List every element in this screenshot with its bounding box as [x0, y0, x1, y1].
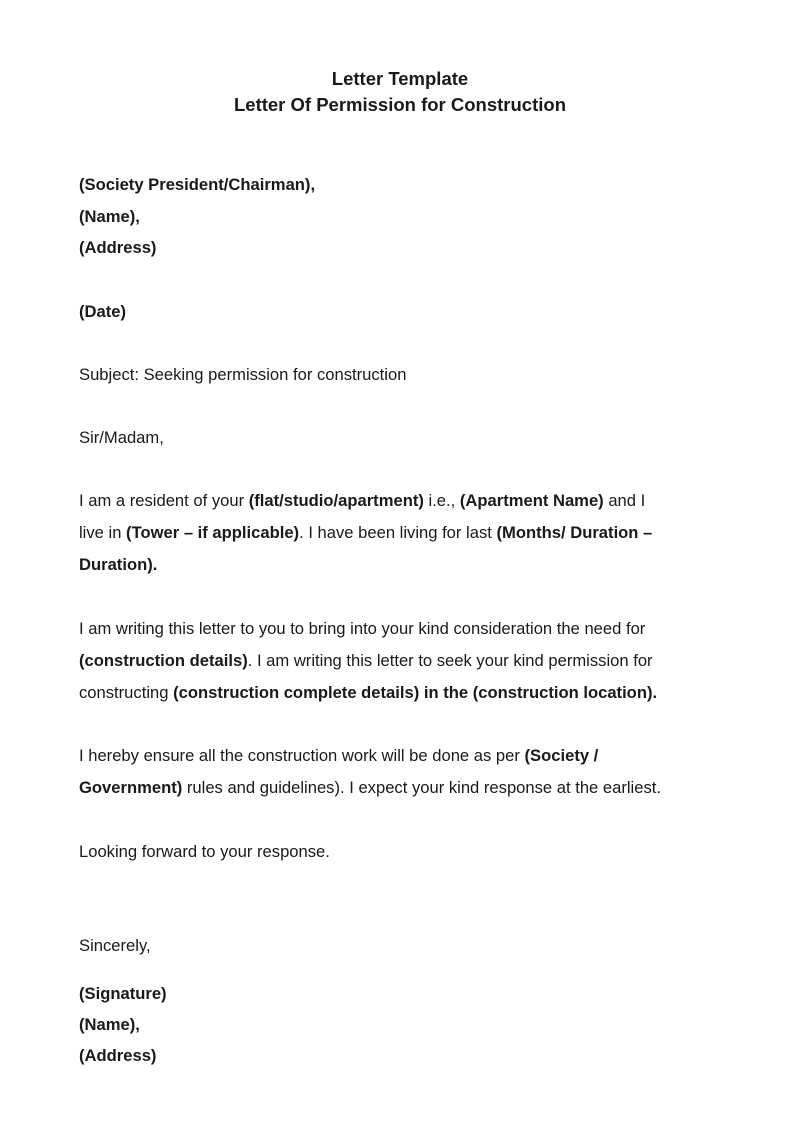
- recipient-role: (Society President/Chairman),: [79, 175, 316, 194]
- paragraph-residence: [79, 485, 729, 581]
- paragraph-purpose-line: constructing (construction complete details) in the (construction location).: [79, 683, 658, 702]
- letter-date: (Date): [79, 302, 127, 321]
- salutation: Sir/Madam,: [79, 428, 164, 447]
- sender-name: (Name),: [79, 1015, 140, 1034]
- letter-title: [0, 66, 800, 118]
- subject-line: Subject: Seeking permission for construction: [79, 365, 407, 384]
- paragraph-residence-line: Duration).: [79, 555, 158, 574]
- paragraph-assurance-line: I hereby ensure all the construction work will be done as per (Society /: [79, 746, 599, 765]
- paragraph-residence-line: live in (Tower – if applicable). I have been living for last (Months/ Duration –: [79, 523, 653, 542]
- paragraph-assurance-line: Government) rules and guidelines). I expect your kind response at the earliest.: [79, 778, 661, 797]
- title-line-1: Letter Template: [331, 68, 469, 89]
- paragraph-residence-line: I am a resident of your (flat/studio/apartment) i.e., (Apartment Name) and I: [79, 491, 646, 510]
- closing-line: Looking forward to your response.: [79, 842, 330, 861]
- title-line-2: Letter Of Permission for Construction: [233, 94, 566, 115]
- paragraph-assurance: [79, 740, 729, 804]
- recipient-name: (Name),: [79, 207, 140, 226]
- paragraph-purpose: [79, 613, 729, 709]
- sender-address: (Address): [79, 1046, 157, 1065]
- sender-signature: (Signature): [79, 984, 167, 1003]
- paragraph-purpose-line: (construction details). I am writing this letter to seek your kind permission for: [79, 651, 653, 670]
- valediction: Sincerely,: [79, 936, 151, 955]
- paragraph-purpose-line: I am writing this letter to you to bring into your kind consideration the need for: [79, 619, 646, 638]
- recipient-address: (Address): [79, 238, 157, 257]
